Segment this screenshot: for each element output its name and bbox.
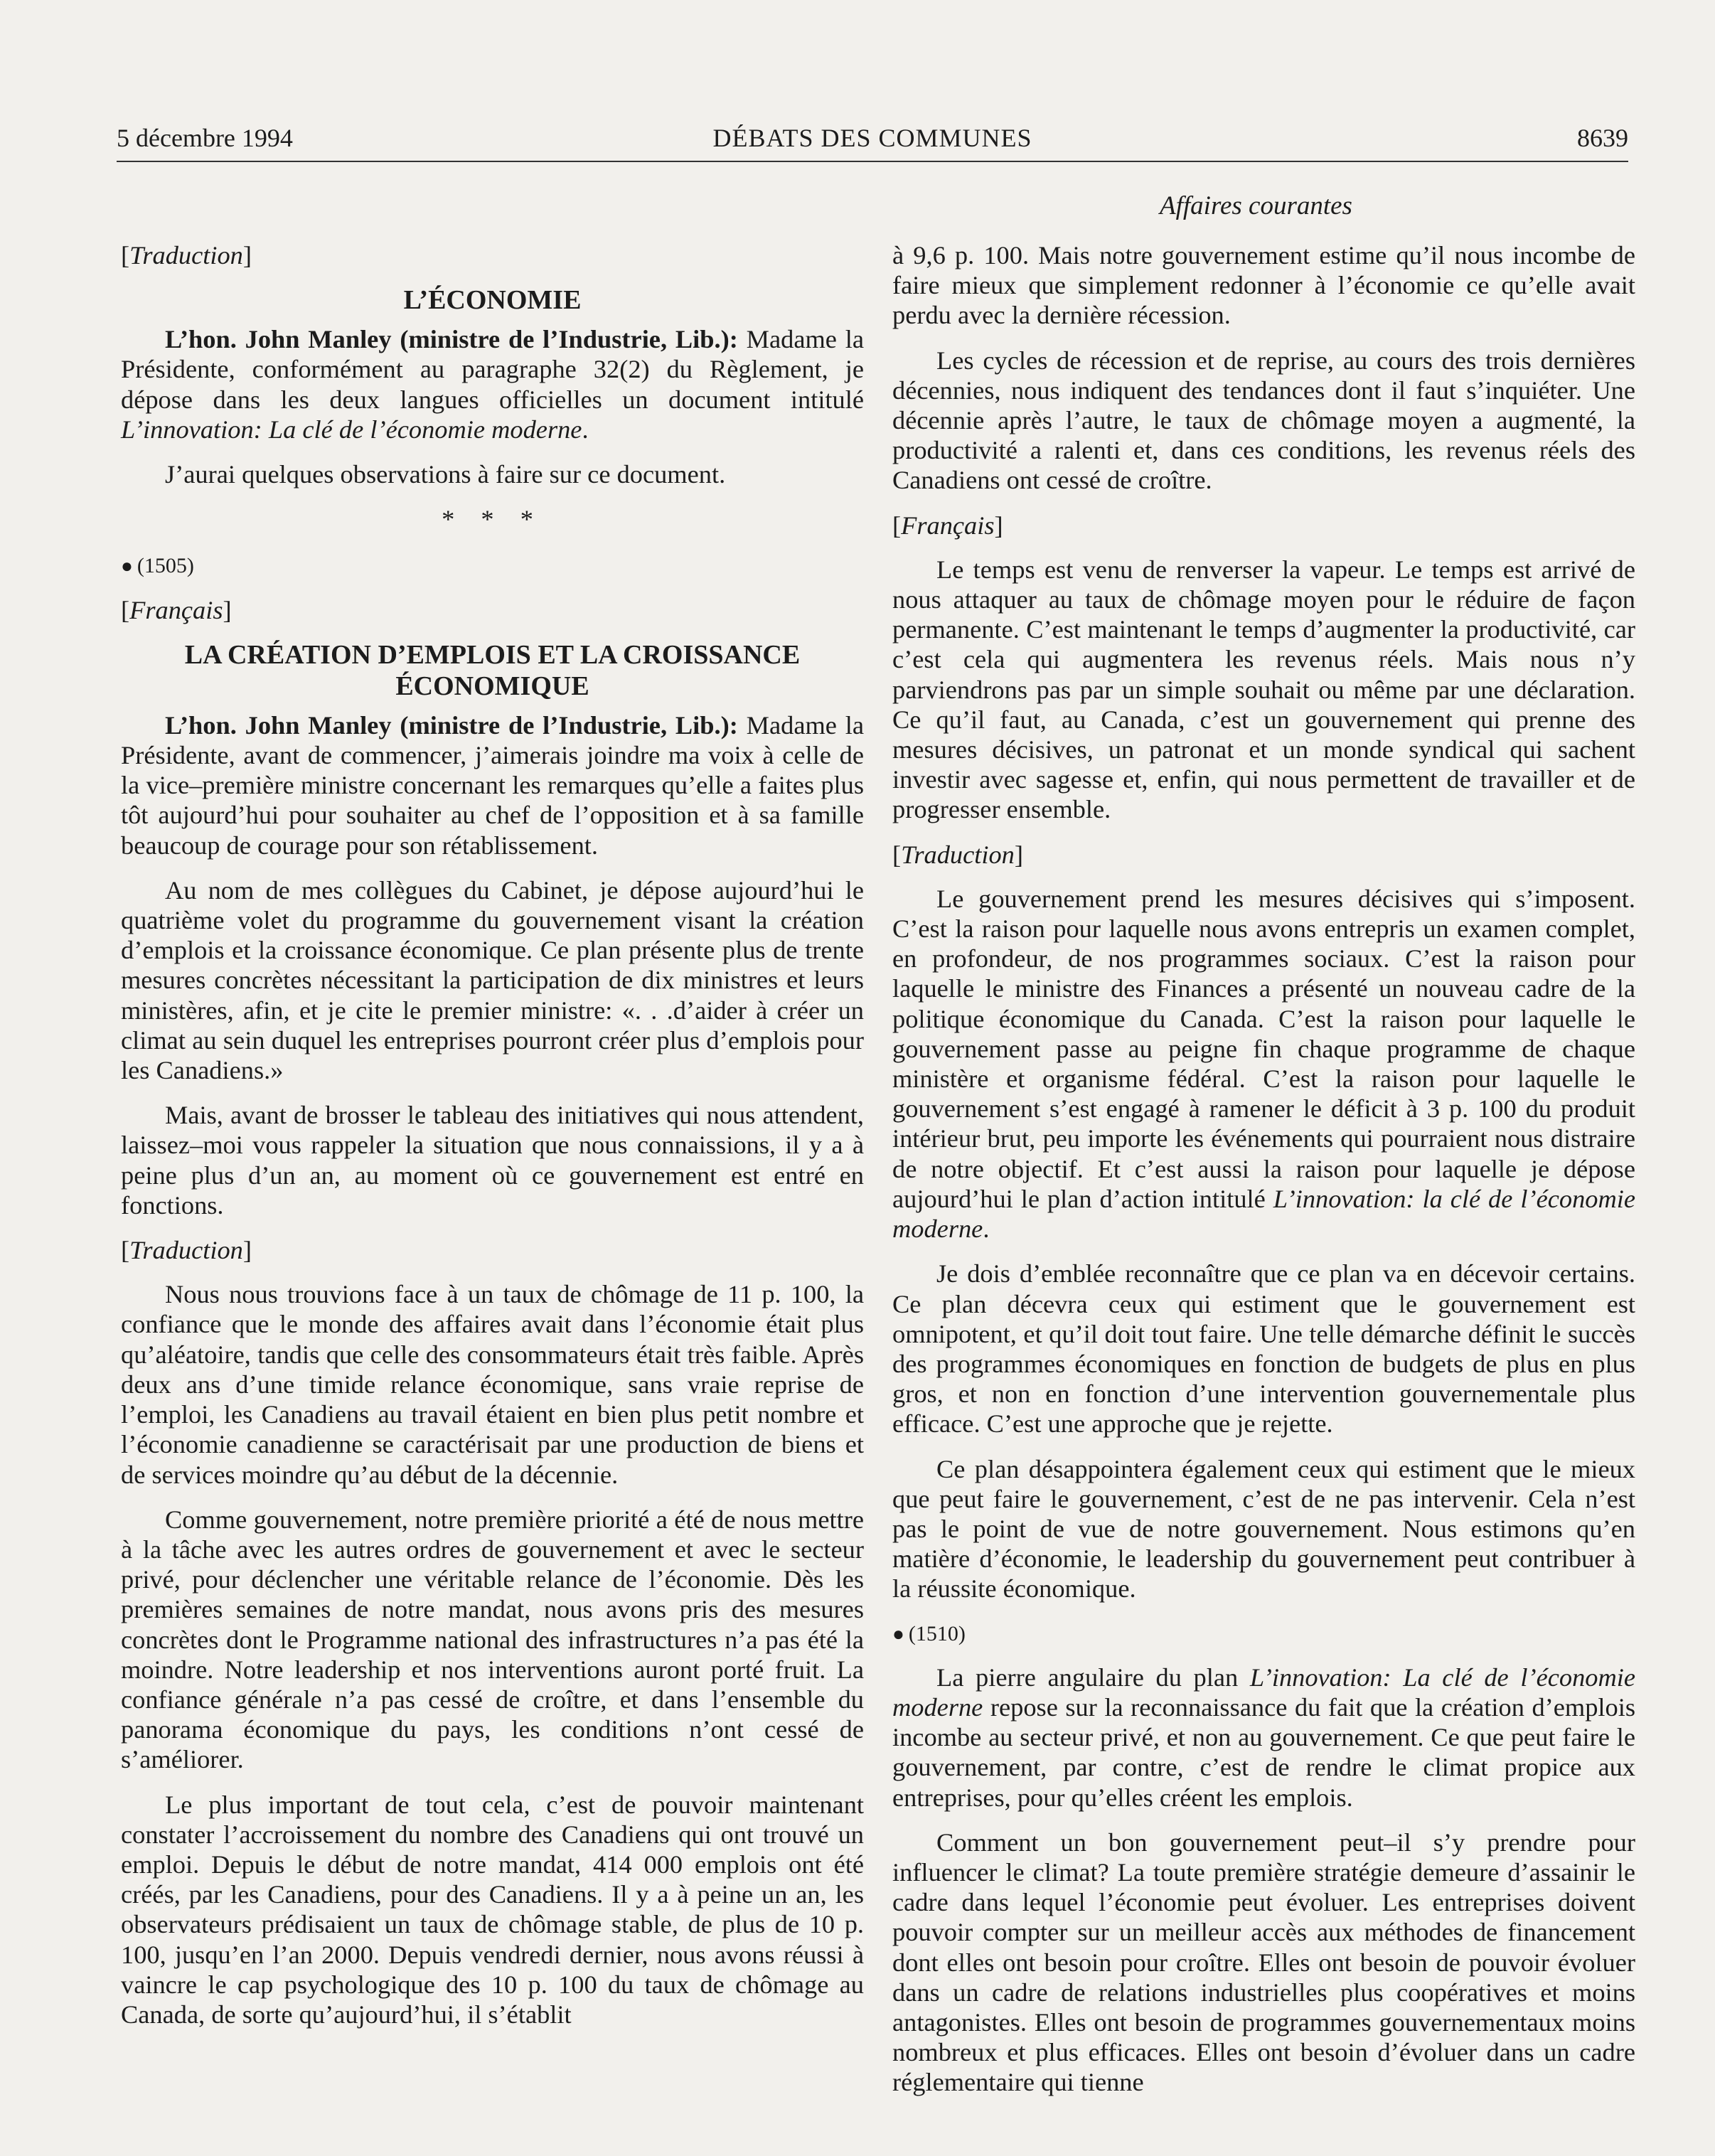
paragraph: J’aurai quelques observations à faire sur ce document. bbox=[165, 460, 726, 489]
document-title: L’innovation: la clé de l’économie moderne bbox=[892, 1184, 1636, 1244]
page-number: 8639 bbox=[1577, 124, 1628, 152]
left-column bbox=[121, 240, 864, 2044]
bullet-icon: ● bbox=[892, 1623, 904, 1645]
paragraph: Ce plan désappointera également ceux qui estiment que le mieux que peut faire le gouvernement, c’est de ne pas intervenir. Cela n’est pas le point de vue de notre gouvernement. Nous estimons qu’en matière d’économie, le leadership du gouvernement peut contribuer à la réussite économique. bbox=[892, 1454, 1635, 1603]
time-marker: ● (1510) bbox=[892, 1621, 966, 1645]
paragraph: Je dois d’emblée reconnaître que ce plan va en décevoir certains. Ce plan décevra ceux qui estiment que le gouvernement est omnipotent, et qu’il doit tout faire. Une telle démarche définit le succès des programmes économiques en fonction de budgets de plus en plus gros, et non en fonction d’une intervention gouvernementale plus efficace. C’est une approche que je rejette. bbox=[892, 1259, 1635, 1439]
bullet-icon: ● bbox=[121, 555, 133, 578]
language-tag: [Traduction] bbox=[892, 840, 1023, 869]
document-title: L’innovation: La clé de l’économie moderne bbox=[892, 1663, 1636, 1722]
language-tag: [Français] bbox=[121, 595, 232, 624]
language-tag: [Traduction] bbox=[121, 241, 252, 270]
language-tag: [Français] bbox=[892, 511, 1003, 540]
section-separator: * * * bbox=[442, 505, 543, 534]
speaker-name: L’hon. John Manley (ministre de l’Industrie, Lib.): bbox=[165, 325, 738, 354]
header-rule bbox=[117, 161, 1628, 162]
paragraph: Le gouvernement prend les mesures décisives qui s’imposent. C’est la raison pour laquelle nous avons entrepris un examen complet, en profondeur, de nos programmes sociaux. C’est la raison pour laquelle le ministre des Finances a présenté un nouveau cadre de la politique économique du Canada. C’est la raison pour laquelle le gouvernement passe au peigne fin chaque programme de chaque ministère et organisme fédéral. C’est la raison pour laquelle le gouvernement s’est engagé à ramener le déficit à 3 p. 100 du produit intérieur brut, peu importe les événements qui pourraient nous distraire de notre objectif. Et c’est aussi la raison pour laquelle je dépose aujourd’hui le plan d’action intitulé L’innovation: la clé de l’économie moderne. bbox=[892, 884, 1636, 1244]
header-date: 5 décembre 1994 bbox=[117, 124, 293, 152]
language-tag: [Traduction] bbox=[121, 1236, 252, 1265]
paragraph: Le plus important de tout cela, c’est de pouvoir maintenant constater l’accroissement du nombre des Canadiens qui ont trouvé un emploi. Depuis le début de notre mandat, 414 000 emplois ont été créés, par les Canadiens, pour des Canadiens. Il y a à peine un an, les observateurs prédisaient un taux de chômage stable, de plus de 10 p. 100, jusqu’en l’an 2000. Depuis vendredi dernier, nous avons réussi à vaincre le cap psychologique des 10 p. 100 du taux de chômage au Canada, de sorte qu’aujourd’hui, il s’établit bbox=[121, 1790, 864, 2029]
paragraph: Comme gouvernement, notre première priorité a été de nous mettre à la tâche avec les autres ordres de gouvernement et avec le secteur privé, pour déclencher une véritable relance de l’économie. Dès les premières semaines de notre mandat, nous avons pris des mesures concrètes dont le Programme national des infrastructures n’a pas été la moindre. Notre leadership et nos interventions auront porté fruit. La confiance générale n’a pas cessé de croître, et dans l’ensemble du panorama économique du pays, les conditions n’ont cessé de s’améliorer. bbox=[121, 1505, 864, 1774]
time-marker: ● (1505) bbox=[121, 554, 194, 578]
paragraph: Nous nous trouvions face à un taux de chômage de 11 p. 100, la confiance que le monde des affaires avait dans l’économie était plus qu’aléatoire, tandis que celle des consommateurs était très faible. Après deux ans d’une timide relance économique, sans vraie reprise de l’emploi, les Canadiens au travail étaient en bien plus petit nombre et l’économie canadienne se caractérisait par une production de biens et de services moindre qu’au début de la décennie. bbox=[121, 1280, 864, 1489]
paragraph: Comment un bon gouvernement peut–il s’y prendre pour influencer le climat? La toute première stratégie demeure d’assainir le cadre dans lequel l’économie peut évoluer. Les entreprises doivent pouvoir compter sur un meilleur accès aux méthodes de financement dont elles ont besoin pour croître. Elles ont besoin de pouvoir évoluer dans un cadre de relations industrielles plus coopératives et moins antagonistes. Elles ont besoin de programmes gouvernementaux moins nombreux et plus efficaces. Elles ont besoin d’évoluer dans un cadre réglementaire qui tienne bbox=[892, 1827, 1635, 2097]
section-label: Affaires courantes bbox=[1160, 191, 1352, 220]
speaker-name: L’hon. John Manley (ministre de l’Industrie, Lib.): bbox=[165, 710, 738, 740]
paragraph: Le temps est venu de renverser la vapeur. Le temps est arrivé de nous attaquer au taux de chômage moyen pour le réduire de façon permanente. C’est maintenant le temps d’augmenter la productivité, car c’est cela qui augmentera les revenus réels. Mais nous n’y parviendrons pas par un simple souhait ou même par une déclaration. Ce qu’il faut, au Canada, c’est un gouvernement qui prenne des mesures décisives, un patronat et un monde syndical qui sachent investir avec sagesse et, enfin, qui nous permettent de travailler et de progresser ensemble. bbox=[892, 555, 1635, 824]
paragraph: Les cycles de récession et de reprise, au cours des trois dernières décennies, nous indiquent des tendances dont il faut s’inquiéter. Une décennie après l’autre, le taux de chômage moyen a augmenté, la productivité a ralenti et, dans ces conditions, les revenus réels des Canadiens ont cessé de croître. bbox=[892, 346, 1635, 495]
right-column bbox=[892, 240, 1635, 2113]
page-header bbox=[117, 118, 1628, 158]
paragraph: La pierre angulaire du plan L’innovation: La clé de l’économie moderne repose sur la reconnaissance du fait que la création d’emplois incombe au secteur privé, et non au gouvernement. Ce que peut faire le gouvernement, par contre, c’est de rendre le climat propice aux entreprises, pour qu’elles créent les emplois. bbox=[892, 1663, 1636, 1812]
paragraph: Au nom de mes collègues du Cabinet, je dépose aujourd’hui le quatrième volet du programme du gouvernement visant la création d’emplois et la croissance économique. Ce plan présente plus de trente mesures concrètes nécessitant la participation de dix ministres et leurs ministères, afin, et je cite le premier ministre: «. . .d’aider à créer un climat au sein duquel les entreprises pourront créer plus d’emplois pour les Canadiens.» bbox=[121, 875, 864, 1085]
paragraph: Mais, avant de brosser le tableau des initiatives qui nous attendent, laissez–moi vous rappeler la situation que nous connaissions, il y a à peine plus d’un an, au moment où ce gouvernement est entré en fonctions. bbox=[121, 1101, 864, 1220]
header-title: DÉBATS DES COMMUNES bbox=[712, 124, 1032, 152]
paragraph: L’hon. John Manley (ministre de l’Industrie, Lib.): Madame la Présidente, avant de commencer, j’aimerais joindre ma voix à celle de la vice–première ministre concernant les remarques qu’elle a faites plus tôt aujourd’hui pour souhaiter au chef de l’opposition et à sa famille beaucoup de courage pour son rétablissement. bbox=[121, 710, 864, 860]
paragraph: L’hon. John Manley (ministre de l’Industrie, Lib.): Madame la Présidente, conformément au paragraphe 32(2) du Règlement, je dépose dans les deux langues officielles un document intitulé L’innovation: La clé de l’économie moderne. bbox=[121, 325, 864, 444]
document-title: L’innovation: La clé de l’économie moderne bbox=[121, 415, 582, 444]
section-heading: L’ÉCONOMIE bbox=[403, 285, 582, 316]
paragraph: à 9,6 p. 100. Mais notre gouvernement estime qu’il nous incombe de faire mieux que simplement redonner à l’économie ce qu’elle avait perdu avec la dernière récession. bbox=[892, 241, 1635, 330]
section-heading: LA CRÉATION D’EMPLOIS ET LA CROISSANCE ÉCONOMIQUE bbox=[184, 639, 801, 701]
